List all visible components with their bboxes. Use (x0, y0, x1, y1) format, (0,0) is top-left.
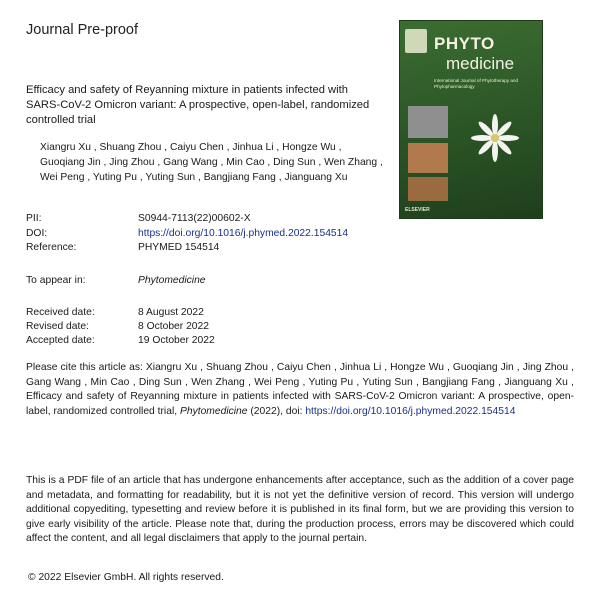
pii-label: PII: (26, 213, 42, 224)
cover-micrograph (408, 106, 448, 138)
citation-text: Please cite this article as: Xiangru Xu , Shuang Zhou , Caiyu Chen , Jinhua Li , Hongze Wu , Guoqiang Jin , Jing Zhou , Gang Wang , Min Cao , Ding Sun , Wen Zhang , Wei Peng , Yuting Pu , Yuting Sun , Bangjiang Fang , Jianguang Xu , Efficacy and safety of Reyanning mixture in patients infected with SARS-CoV-2 Omicron variant: A prospective, open-label, randomized controlled trial, (26, 362, 574, 417)
accepted-label: Accepted date: (26, 335, 95, 346)
article-dates (26, 306, 215, 348)
cover-title-line1: PHYTO (434, 34, 495, 53)
revised-label: Revised date: (26, 321, 89, 332)
citation-doi-link[interactable]: https://doi.org/10.1016/j.phymed.2022.154514 (305, 405, 516, 417)
cover-root-photo (408, 143, 448, 173)
copyright-notice: © 2022 Elsevier GmbH. All rights reserved. (28, 572, 224, 583)
journal-name: Phytomedicine (138, 275, 206, 286)
accepted-date: 19 October 2022 (138, 335, 215, 346)
reference-value: PHYMED 154514 (138, 242, 220, 253)
article-title: Efficacy and safety of Reyanning mixture in patients infected with SARS-CoV-2 Omicron variant: A prospective, open-label, randomized controlled trial (26, 84, 370, 126)
author-list: Xiangru Xu , Shuang Zhou , Caiyu Chen , Jinhua Li , Hongze Wu , Guoqiang Jin , Jing Zhou , Gang Wang , Min Cao , Ding Sun , Wen Zhang , Wei Peng , Yuting Pu , Yuting Sun , Bangjiang Fang , Jianguang Xu (40, 142, 383, 183)
elsevier-cover-mark: ELSEVIER (405, 207, 430, 213)
journal-cover-image (399, 20, 543, 219)
to-appear-label: To appear in: (26, 275, 86, 286)
received-date: 8 August 2022 (138, 307, 204, 318)
flower-illustration (470, 113, 520, 163)
revised-date: 8 October 2022 (138, 321, 209, 332)
cover-title-line2: medicine (446, 54, 515, 73)
citation-paragraph (26, 361, 574, 419)
citation-year: (2022), doi: (247, 405, 306, 417)
cover-herb-photo (408, 177, 448, 201)
citation-journal: Phytomedicine (179, 405, 248, 417)
pii-value: S0944-7113(22)00602-X (138, 213, 251, 224)
doi-link[interactable]: https://doi.org/10.1016/j.phymed.2022.154514 (138, 227, 349, 239)
reference-label: Reference: (26, 242, 77, 253)
elsevier-tree-icon (405, 29, 427, 53)
cover-subtitle: International Journal of Phytotherapy and Phytopharmacology (434, 78, 519, 89)
to-appear-in (26, 275, 206, 286)
disclaimer-paragraph: This is a PDF file of an article that has undergone enhancements after acceptance, such as the addition of a cover page and metadata, and formatting for readability, but it is not yet the definitive version of record. This version will undergo additional copyediting, typesetting and review before it is published in its final form, but we are providing this version to give early visibility of the article. Please note that, during the production process, errors may be discovered which could affect the content, and all legal disclaimers that apply to the journal pertain. (26, 475, 574, 545)
journal-pre-proof-header: Journal Pre-proof (26, 22, 139, 38)
doi-label: DOI: (26, 227, 48, 239)
received-label: Received date: (26, 307, 95, 318)
